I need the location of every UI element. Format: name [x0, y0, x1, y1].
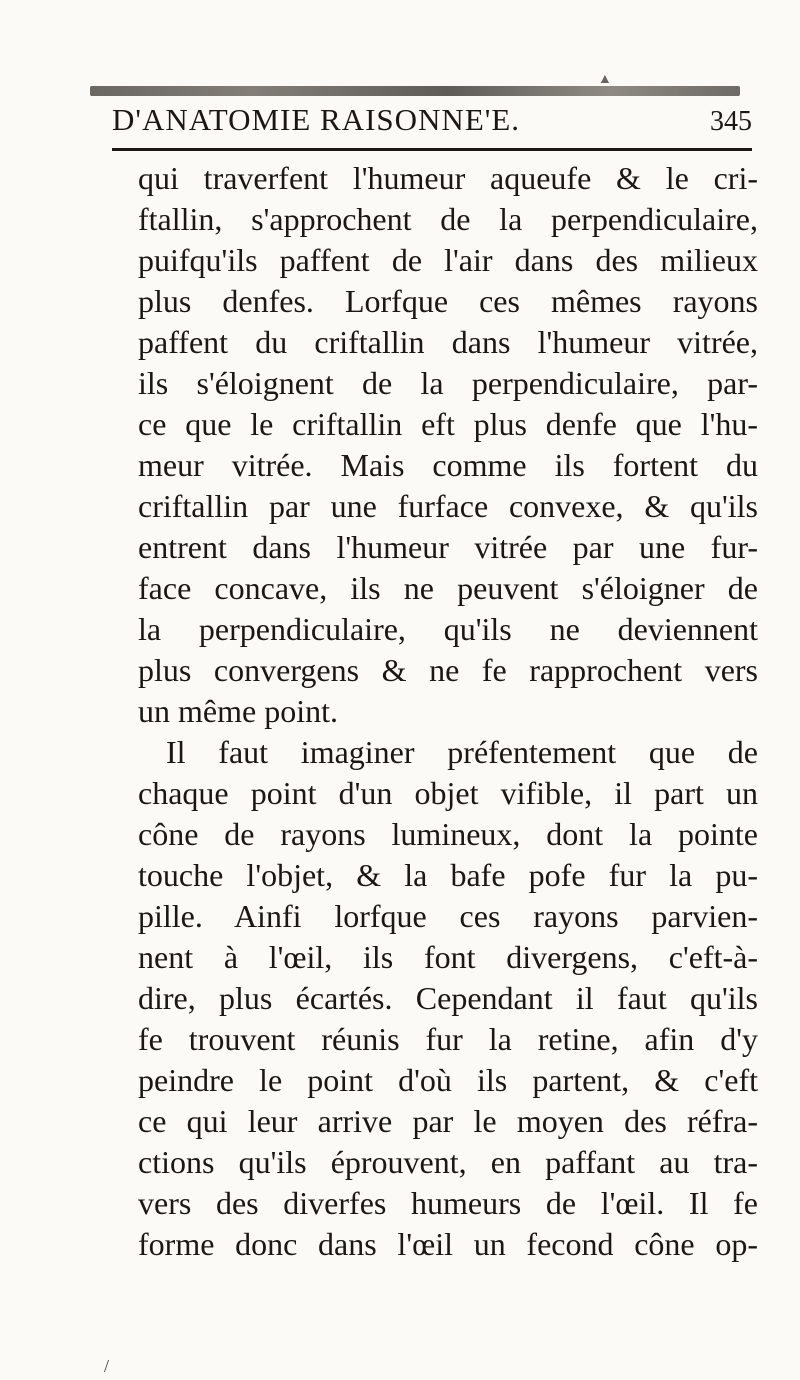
- text-line-2: ftallin, s'approchent de la perpendiculaire,: [138, 201, 758, 237]
- text-line-7: ce que le criftallin eft plus denfe que l'hu-: [138, 406, 758, 442]
- text-line-5: paffent du criftallin dans l'humeur vitrée,: [138, 324, 758, 360]
- text-line-22: fe trouvent réunis fur la retine, afin d'y: [138, 1021, 758, 1057]
- text-line-14: un même point.: [138, 693, 338, 729]
- text-line-13: plus convergens & ne fe rapprochent vers: [138, 652, 758, 688]
- text-line-16: chaque point d'un objet vifible, il part un: [138, 775, 758, 811]
- text-line-1: qui traverfent l'humeur aqueufe & le cri-: [138, 160, 758, 196]
- text-line-18: touche l'objet, & la bafe pofe fur la pu-: [138, 857, 758, 893]
- text-line-6: ils s'éloignent de la perpendiculaire, par-: [138, 365, 758, 401]
- page-number: 345: [710, 106, 752, 137]
- text-line-3: puifqu'ils paffent de l'air dans des milieux: [138, 242, 758, 278]
- text-line-23: peindre le point d'où ils partent, & c'eft: [138, 1062, 758, 1098]
- margin-mark: /: [104, 1356, 110, 1376]
- text-line-17: cône de rayons lumineux, dont la pointe: [138, 816, 758, 852]
- text-line-20: nent à l'œil, ils font divergens, c'eft-à-: [138, 939, 758, 975]
- page-header: [112, 96, 752, 142]
- text-line-25: ctions qu'ils éprouvent, en paffant au tra-: [138, 1144, 758, 1180]
- printer-mark-icon: ▲: [598, 72, 612, 87]
- text-line-10: entrent dans l'humeur vitrée par une fur-: [138, 529, 758, 565]
- text-line-27: forme donc dans l'œil un fecond cône op-: [138, 1226, 758, 1262]
- text-line-24: ce qui leur arrive par le moyen des réfra-: [138, 1103, 758, 1139]
- text-line-8: meur vitrée. Mais comme ils fortent du: [138, 447, 758, 483]
- text-line-9: criftallin par une furface convexe, & qu'ils: [138, 488, 758, 524]
- text-line-15: Il faut imaginer préfentement que de: [166, 734, 758, 770]
- text-line-4: plus denfes. Lorfque ces mêmes rayons: [138, 283, 758, 319]
- header-ornament: [90, 86, 740, 96]
- text-line-11: face concave, ils ne peuvent s'éloigner de: [138, 570, 758, 606]
- text-line-19: pille. Ainfi lorfque ces rayons parvien-: [138, 898, 758, 934]
- running-title: D'ANATOMIE RAISONNE'E.: [112, 102, 521, 137]
- text-line-26: vers des diverfes humeurs de l'œil. Il fe: [138, 1185, 758, 1221]
- text-line-12: la perpendiculaire, qu'ils ne deviennent: [138, 611, 758, 647]
- text-line-21: dire, plus écartés. Cependant il faut qu'ils: [138, 980, 758, 1016]
- body-text: [138, 158, 758, 1265]
- header-rule: [112, 148, 752, 151]
